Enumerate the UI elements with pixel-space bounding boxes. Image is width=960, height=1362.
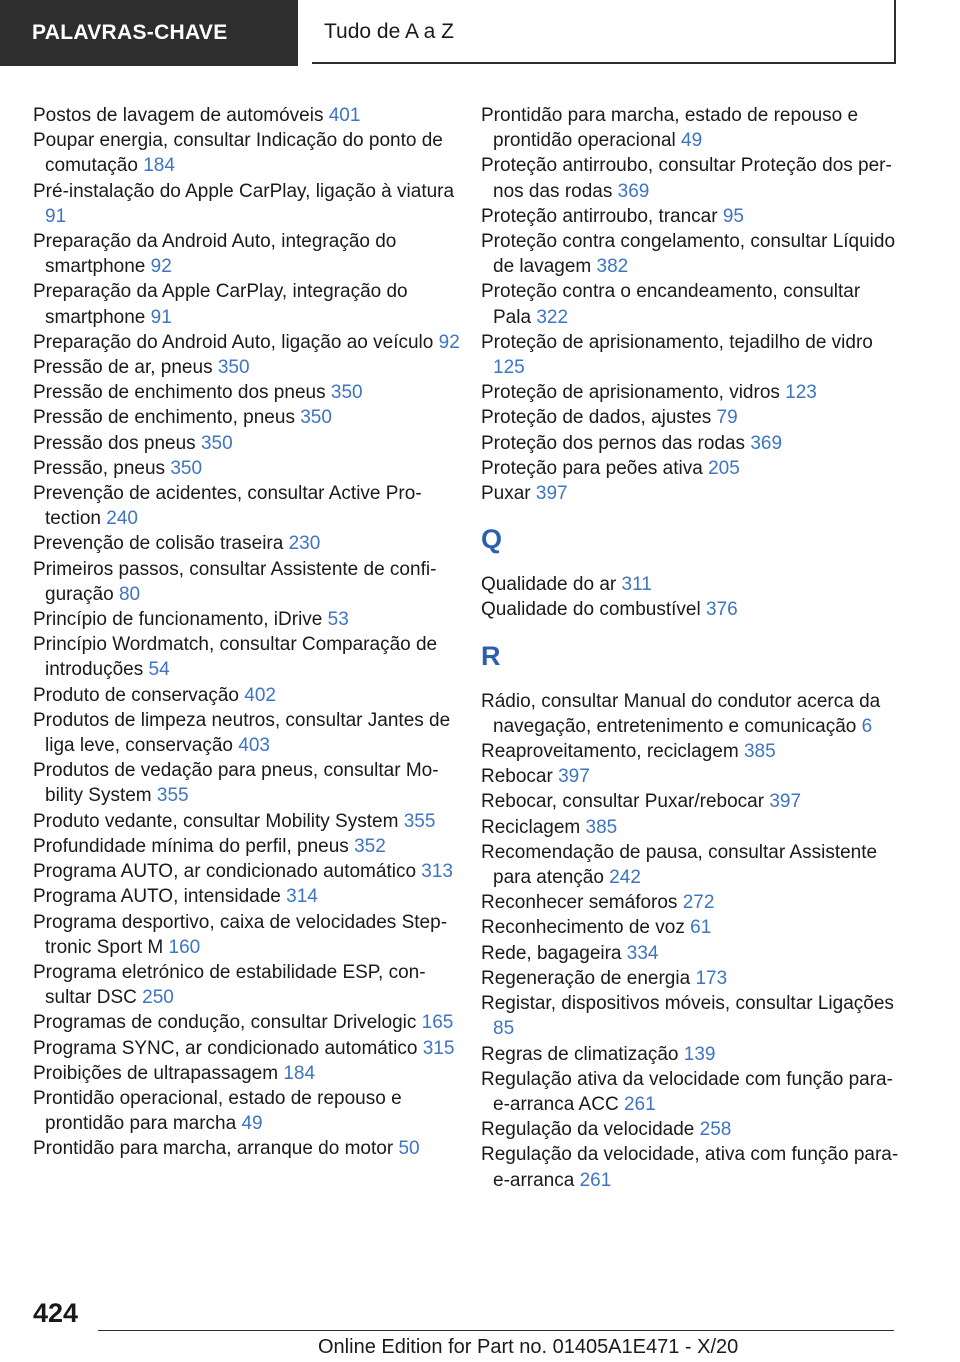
index-entry-term: Programa AUTO, ar condicionado automático [33,861,417,883]
index-letter-heading: Q [481,524,503,555]
page-reference-link[interactable]: 397 [769,791,802,813]
index-entry-term: Reconhecer semáforos [481,892,678,914]
index-entry-term: Regulação ativa da velocidade com função para-e-arranca ACC [481,1068,893,1115]
index-entry-term: Programa AUTO, intensidade [33,886,281,908]
page-reference-link[interactable]: 49 [681,130,703,152]
index-entry-term: Preparação do Android Auto, ligação ao veículo [33,331,434,353]
page-reference-link[interactable]: 125 [493,357,525,379]
index-entry [481,431,901,456]
page-reference-link[interactable]: 311 [621,574,652,596]
index-entry-term: Proteção antirroubo, consultar Proteção dos pernos das rodas [481,155,892,202]
index-entry-term: Regulação da velocidade, ativa com função para-e-arranca [481,1144,899,1191]
index-entry [481,456,901,481]
index-entry [33,1036,463,1061]
index-entry [33,355,463,380]
index-entry-term: Programa SYNC, ar condicionado automático [33,1037,418,1059]
index-entry-term: Proteção contra o encandeamento, consultar Pala [481,281,861,328]
index-entry [481,739,901,764]
page-reference-link[interactable]: 350 [300,407,332,429]
page-reference-link[interactable]: 350 [330,382,363,404]
index-entry-term: Programas de condução, consultar Drivelogic [33,1012,417,1034]
index-entry-term: Preparação da Apple CarPlay, integração do smartphone [33,281,408,328]
page-number: 424 [33,1298,79,1328]
index-entry [33,758,463,808]
index-entry-term: Poupar energia, consultar Indicação do ponto de comutação [33,130,443,177]
index-entry [33,531,463,556]
index-entry [481,572,901,597]
page-reference-link[interactable]: 314 [286,886,318,908]
page-reference-link[interactable]: 242 [609,867,641,889]
page-reference-link[interactable]: 95 [722,205,744,227]
index-entry [33,607,463,632]
page-reference-link[interactable]: 322 [536,306,569,328]
page-reference-link[interactable]: 402 [244,684,276,706]
index-entry-term: Proteção de aprisionamento, vidros [481,382,780,404]
topic-title: Tudo de A a Z [312,0,896,64]
page-reference-link[interactable]: 79 [716,407,738,429]
index-entry [33,103,463,128]
index-entry-term: Prevenção de acidentes, consultar Active Protection [33,483,422,530]
index-entry-term: Proteção contra congelamento, consultar Líquido de lavagem [481,231,896,278]
index-entry-term: Proteção dos pernos das rodas [481,432,746,454]
index-entry [481,204,901,229]
index-entry-term: Primeiros passos, consultar Assistente de configuração [33,558,437,605]
page-reference-link[interactable]: 53 [327,609,349,631]
index-entry-term: Reaproveitamento, reciclagem [481,741,739,763]
page-reference-link[interactable]: 184 [283,1062,316,1084]
index-entry [481,840,901,890]
index-entry-term: Princípio de funcionamento, iDrive [33,609,323,631]
index-entry-term: Regulação da velocidade [481,1119,695,1141]
page-reference-link[interactable]: 385 [585,816,618,838]
index-entry [33,179,463,229]
index-entry-term: Recomendação de pausa, consultar Assistente para atenção [481,841,878,889]
index-entry-term: Proteção de aprisionamento, tejadilho de vidro [481,331,873,353]
index-column-right [481,103,901,1193]
index-entry-term: Princípio Wordmatch, consultar Comparação de introduções [33,634,438,681]
index-entry [481,915,901,940]
index-entry-term: Pré-instalação do Apple CarPlay, ligação à viatura [33,180,455,202]
index-entry-term: Prontidão para marcha, estado de repouso e prontidão operacional [481,105,859,152]
page-reference-link[interactable]: 50 [398,1138,420,1160]
page-reference-link[interactable]: 230 [288,533,321,555]
index-entry [481,1142,901,1192]
page-reference-link[interactable]: 261 [579,1169,612,1191]
index-entry-term: Postos de lavagem de automóveis [33,105,324,126]
index-entry-term: Programa eletrónico de estabilidade ESP, consultar DSC [33,961,426,1009]
index-entry-term: Produtos de vedação para pneus, consultar Mobility System [33,760,439,807]
index-entry [481,689,901,739]
page-reference-link[interactable]: 369 [617,180,650,202]
page-reference-link[interactable]: 350 [170,457,203,479]
page-reference-link[interactable]: 184 [143,155,175,177]
index-entry [481,103,901,153]
index-entry [33,405,463,430]
index-entry-term: Pressão de ar, pneus [33,357,213,379]
index-entry [481,815,901,840]
index-entry [33,128,463,178]
page-reference-link[interactable]: 240 [106,508,138,530]
index-entry [33,859,463,884]
index-entry-term: Puxar [481,483,531,505]
index-entry-term: Prontidão para marcha, arranque do motor [33,1138,394,1160]
page-reference-link[interactable]: 334 [626,942,659,964]
index-entry [481,229,901,279]
page-reference-link[interactable]: 173 [695,967,728,989]
index-entry-term: Rebocar, consultar Puxar/rebocar [481,791,765,813]
index-entry [33,330,463,355]
page-reference-link[interactable]: 205 [708,457,740,479]
index-entry-term: Pressão de enchimento dos pneus [33,382,326,404]
index-entry-term: Proteção para peões ativa [481,457,703,479]
page-reference-link[interactable]: 160 [168,936,201,958]
page-reference-link[interactable]: 385 [743,741,776,763]
index-entry [481,1067,901,1117]
page-reference-link[interactable]: 54 [148,659,170,681]
footer-text: Online Edition for Part no. 01405A1E471 - X/20 [318,1336,739,1358]
index-letter-heading: R [481,640,501,671]
index-entry-term: Produtos de limpeza neutros, consultar Jantes de liga leve, conservação [33,709,451,757]
index-entry [33,380,463,405]
index-entry-term: Reconhecimento de voz [481,917,685,939]
page-reference-link[interactable]: 91 [45,205,67,227]
section-tab: PALAVRAS-CHAVE [0,0,298,66]
index-entry-term: Preparação da Android Auto, integração do smartphone [33,231,397,278]
page-reference-link[interactable]: 165 [421,1012,454,1034]
index-entry-term: Produto de conservação [33,684,239,706]
index-entry-term: Rádio, consultar Manual do condutor acerca da navegação, entretenimento e comunicação [481,690,881,737]
page-reference-link[interactable]: 401 [328,105,361,126]
index-entry [33,809,463,834]
page-reference-link[interactable]: 6 [861,715,873,737]
footer-rule [98,1330,894,1331]
index-entry [33,557,463,607]
page-reference-link[interactable]: 250 [142,987,174,1009]
index-entry-term: Produto vedante, consultar Mobility System [33,810,399,832]
index-entry [33,279,463,329]
index-entry-term: Prevenção de colisão traseira [33,533,284,555]
index-entry [33,431,463,456]
page-reference-link[interactable]: 350 [217,357,250,379]
page-reference-link[interactable]: 85 [493,1018,515,1040]
index-entry [33,683,463,708]
index-entry [33,708,463,758]
index-entry-term: Rebocar [481,766,553,788]
index-entry [33,1086,463,1136]
index-entry [33,229,463,279]
index-entry [33,834,463,859]
page-reference-link[interactable]: 261 [623,1093,656,1115]
index-entry-term: Qualidade do ar [481,574,617,596]
index-entry-term: Pressão de enchimento, pneus [33,407,295,429]
page-reference-link[interactable]: 272 [682,892,715,914]
index-entry [33,1061,463,1086]
index-column-left [33,103,463,1162]
index-entry [481,890,901,915]
index-entry [481,1042,901,1067]
page-reference-link[interactable]: 139 [683,1043,716,1065]
index-entry-term: Registar, dispositivos móveis, consultar Ligações [481,993,894,1015]
page-reference-link[interactable]: 376 [705,599,738,621]
page-header [0,0,960,66]
index-entry [33,1136,463,1161]
index-entry [481,380,901,405]
index-entry-term: Prontidão operacional, estado de repouso e prontidão para marcha [33,1087,402,1135]
index-entry [33,456,463,481]
page-reference-link[interactable]: 258 [699,1119,732,1141]
page-reference-link[interactable]: 403 [238,735,270,757]
index-entry-term: Proteção de dados, ajustes [481,407,712,429]
index-entry [33,960,463,1010]
page-reference-link[interactable]: 382 [596,256,629,278]
index-entry-term: Qualidade do combustível [481,599,701,621]
index-entry [481,405,901,430]
page-reference-link[interactable]: 313 [421,861,453,883]
index-entry [481,991,901,1041]
index-entry-term: Rede, bagageira [481,942,622,964]
page-reference-link[interactable]: 397 [558,766,590,788]
page-reference-link[interactable]: 397 [535,483,568,505]
index-entry-term: Programa desportivo, caixa de velocidades Steptronic Sport M [33,911,448,958]
index-entry [33,1010,463,1035]
index-entry [33,910,463,960]
index-entry-term: Profundidade mínima do perfil, pneus [33,835,349,857]
index-entry-term: Pressão dos pneus [33,432,196,454]
index-entry-term: Proibições de ultrapassagem [33,1062,279,1084]
page-reference-link[interactable]: 352 [354,835,386,857]
index-entry [33,632,463,682]
index-entry-term: Proteção antirroubo, trancar [481,205,718,227]
page-reference-link[interactable]: 369 [750,432,783,454]
page-reference-link[interactable]: 350 [200,432,233,454]
index-entry [481,481,901,506]
page-reference-link[interactable]: 49 [241,1113,263,1135]
page-reference-link[interactable]: 92 [150,256,172,278]
index-entry [481,330,901,380]
index-entry [33,884,463,909]
page-reference-link[interactable]: 61 [690,917,712,939]
page-reference-link[interactable]: 315 [422,1037,455,1059]
index-entry-term: Pressão, pneus [33,457,166,479]
index-entry [481,941,901,966]
index-entry-term: Regeneração de energia [481,967,691,989]
index-entry-term: Reciclagem [481,816,581,838]
index-entry [481,597,901,622]
index-entry [481,1117,901,1142]
page-reference-link[interactable]: 91 [150,306,172,328]
page-reference-link[interactable]: 355 [156,785,189,807]
index-entry [481,789,901,814]
page-reference-link[interactable]: 355 [403,810,436,832]
index-entry-term: Regras de climatização [481,1043,679,1065]
page-reference-link[interactable]: 92 [438,331,460,353]
index-entry [481,279,901,329]
page-reference-link[interactable]: 123 [785,382,817,404]
index-entry [33,481,463,531]
index-entry [481,153,901,203]
index-entry [481,764,901,789]
page-reference-link[interactable]: 80 [118,583,141,605]
index-entry [481,966,901,991]
